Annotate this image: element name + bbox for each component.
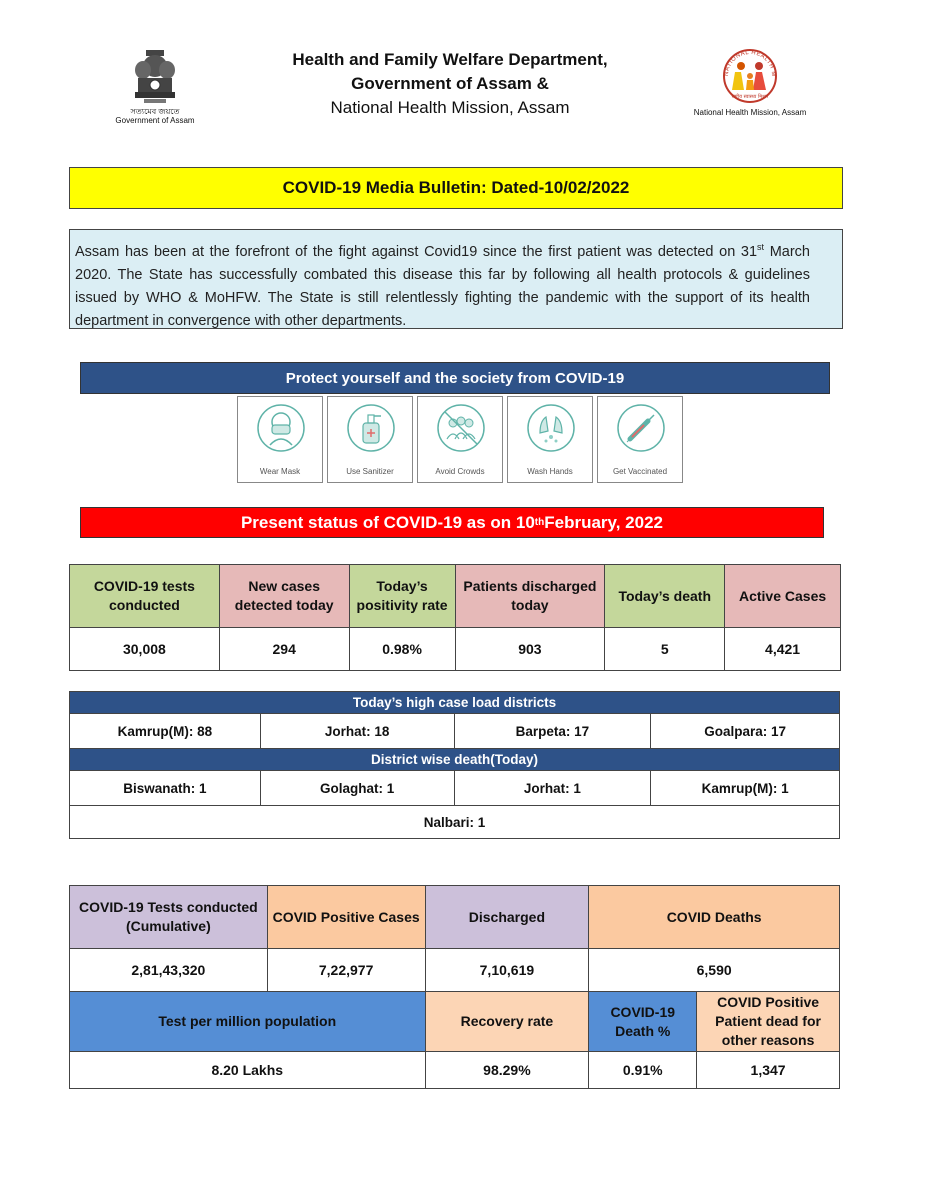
header-todays-death: Today’s death [605,565,725,628]
icon-card-wash-hands [507,396,593,483]
nhm-caption: National Health Mission, Assam [693,108,807,117]
high-load-title: Today’s high case load districts [70,692,840,714]
icon-label-sanitizer: Use Sanitizer [346,467,394,476]
header-covid-deaths: COVID Deaths [589,886,840,949]
district-death-title: District wise death(Today) [70,749,840,771]
present-prefix: Present status of COVID-19 as on 10 [240,512,535,532]
value-positive-cases: 7,22,977 [267,949,425,992]
icon-card-vaccinated [597,396,683,483]
nhm-ring-text: NATIONAL HEALTH M [723,49,777,78]
emblem-script-text: সত্যমেব জয়তে [130,107,180,116]
department-header [230,48,670,120]
crowd-icon [436,403,486,453]
value-cumulative-tests: 2,81,43,320 [70,949,268,992]
icon-card-sanitizer [327,396,413,483]
bulletin-title: COVID-19 Media Bulletin: Dated-10/02/2022 [69,167,843,209]
intro-text-part2: March 2020. The State has successfully combated this disease this far by following all health protocols & guidelines issued by WHO & MoHFW. The State is still relentlessly fighting the pandemic with the support of its health department in convergence with other departments. [75,243,810,329]
high-load-district: Kamrup(M): 88 [70,714,261,749]
header-line-3: National Health Mission, Assam [330,98,570,117]
district-death: Biswanath: 1 [70,771,261,806]
emblem-caption: Government of Assam [115,116,195,125]
table-row [70,806,840,839]
value-discharged: 7,10,619 [425,949,589,992]
value-covid-deaths: 6,590 [589,949,840,992]
present-status-banner [80,507,824,538]
header-line-2: Government of Assam & [351,74,549,93]
table-row [70,949,840,992]
nhm-script-text: राष्ट्रीय स्वास्थ्य मिशन [731,94,769,100]
high-load-district: Barpeta: 17 [454,714,651,749]
protection-icons [237,396,683,483]
value-discharged-today: 903 [455,628,605,671]
icon-label-crowds: Avoid Crowds [435,467,485,476]
table-header-row [70,565,841,628]
value-recovery-rate: 98.29% [425,1052,589,1089]
table-header-row [70,992,840,1052]
table-header-row [70,886,840,949]
mask-icon [256,403,306,453]
icon-label-mask: Wear Mask [259,467,301,476]
district-death: Kamrup(M): 1 [651,771,840,806]
high-load-district: Jorhat: 18 [260,714,454,749]
icon-card-mask [237,396,323,483]
intro-text-part1: Assam has been at the forefront of the fight against Covid19 since the first patient was detected on 31 [75,243,758,260]
value-todays-death: 5 [605,628,725,671]
intro-paragraph [69,229,843,329]
table-row [70,628,841,671]
header-recovery-rate: Recovery rate [425,992,589,1052]
protect-banner: Protect yourself and the society from COVID-19 [80,362,830,394]
table-row [70,1052,840,1089]
district-death-extra: Nalbari: 1 [70,806,840,839]
cumulative-table [69,885,840,1089]
header-positivity-rate: Today’s positivity rate [349,565,455,628]
value-tests-conducted: 30,008 [70,628,220,671]
value-new-cases: 294 [219,628,349,671]
header-active-cases: Active Cases [725,565,841,628]
header-discharged: Discharged [425,886,589,949]
svg-text:NATIONAL HEALTH MISSION [680,42,776,77]
value-dead-other-reasons: 1,347 [697,1052,840,1089]
present-suffix: February, 2022 [544,512,664,532]
header-discharged-today: Patients discharged today [455,565,605,628]
district-table [69,691,840,839]
district-death-band [70,749,840,771]
header-death-percent: COVID-19 Death % [589,992,697,1052]
sanitizer-icon [346,403,396,453]
icon-label-vaccinated: Get Vaccinated [612,467,668,476]
header-dead-other-reasons: COVID Positive Patient dead for other reasons [697,992,840,1052]
header-positive-cases: COVID Positive Cases [267,886,425,949]
value-test-per-million: 8.20 Lakhs [70,1052,426,1089]
value-positivity-rate: 0.98% [349,628,455,671]
district-death: Golaghat: 1 [260,771,454,806]
nhm-logo [680,42,820,122]
table-row [70,714,840,749]
value-active-cases: 4,421 [725,628,841,671]
high-load-district: Goalpara: 17 [651,714,840,749]
intro-sup: st [757,242,765,252]
table-row [70,771,840,806]
header-line-1: Health and Family Welfare Department, [292,50,608,69]
district-death: Jorhat: 1 [454,771,651,806]
vaccine-icon [616,403,666,453]
header-test-per-million: Test per million population [70,992,426,1052]
value-death-percent: 0.91% [589,1052,697,1089]
header-new-cases: New cases detected today [219,565,349,628]
header-tests-conducted: COVID-19 tests conducted [70,565,220,628]
icon-label-wash-hands: Wash Hands [527,467,573,476]
header-cumulative-tests: COVID-19 Tests conducted (Cumulative) [70,886,268,949]
today-status-table [69,564,841,671]
present-sup: th [534,517,545,528]
wash-hands-icon [526,403,576,453]
icon-card-crowds [417,396,503,483]
nhm-family-icon [680,42,820,106]
high-load-band [70,692,840,714]
government-emblem [110,44,200,136]
